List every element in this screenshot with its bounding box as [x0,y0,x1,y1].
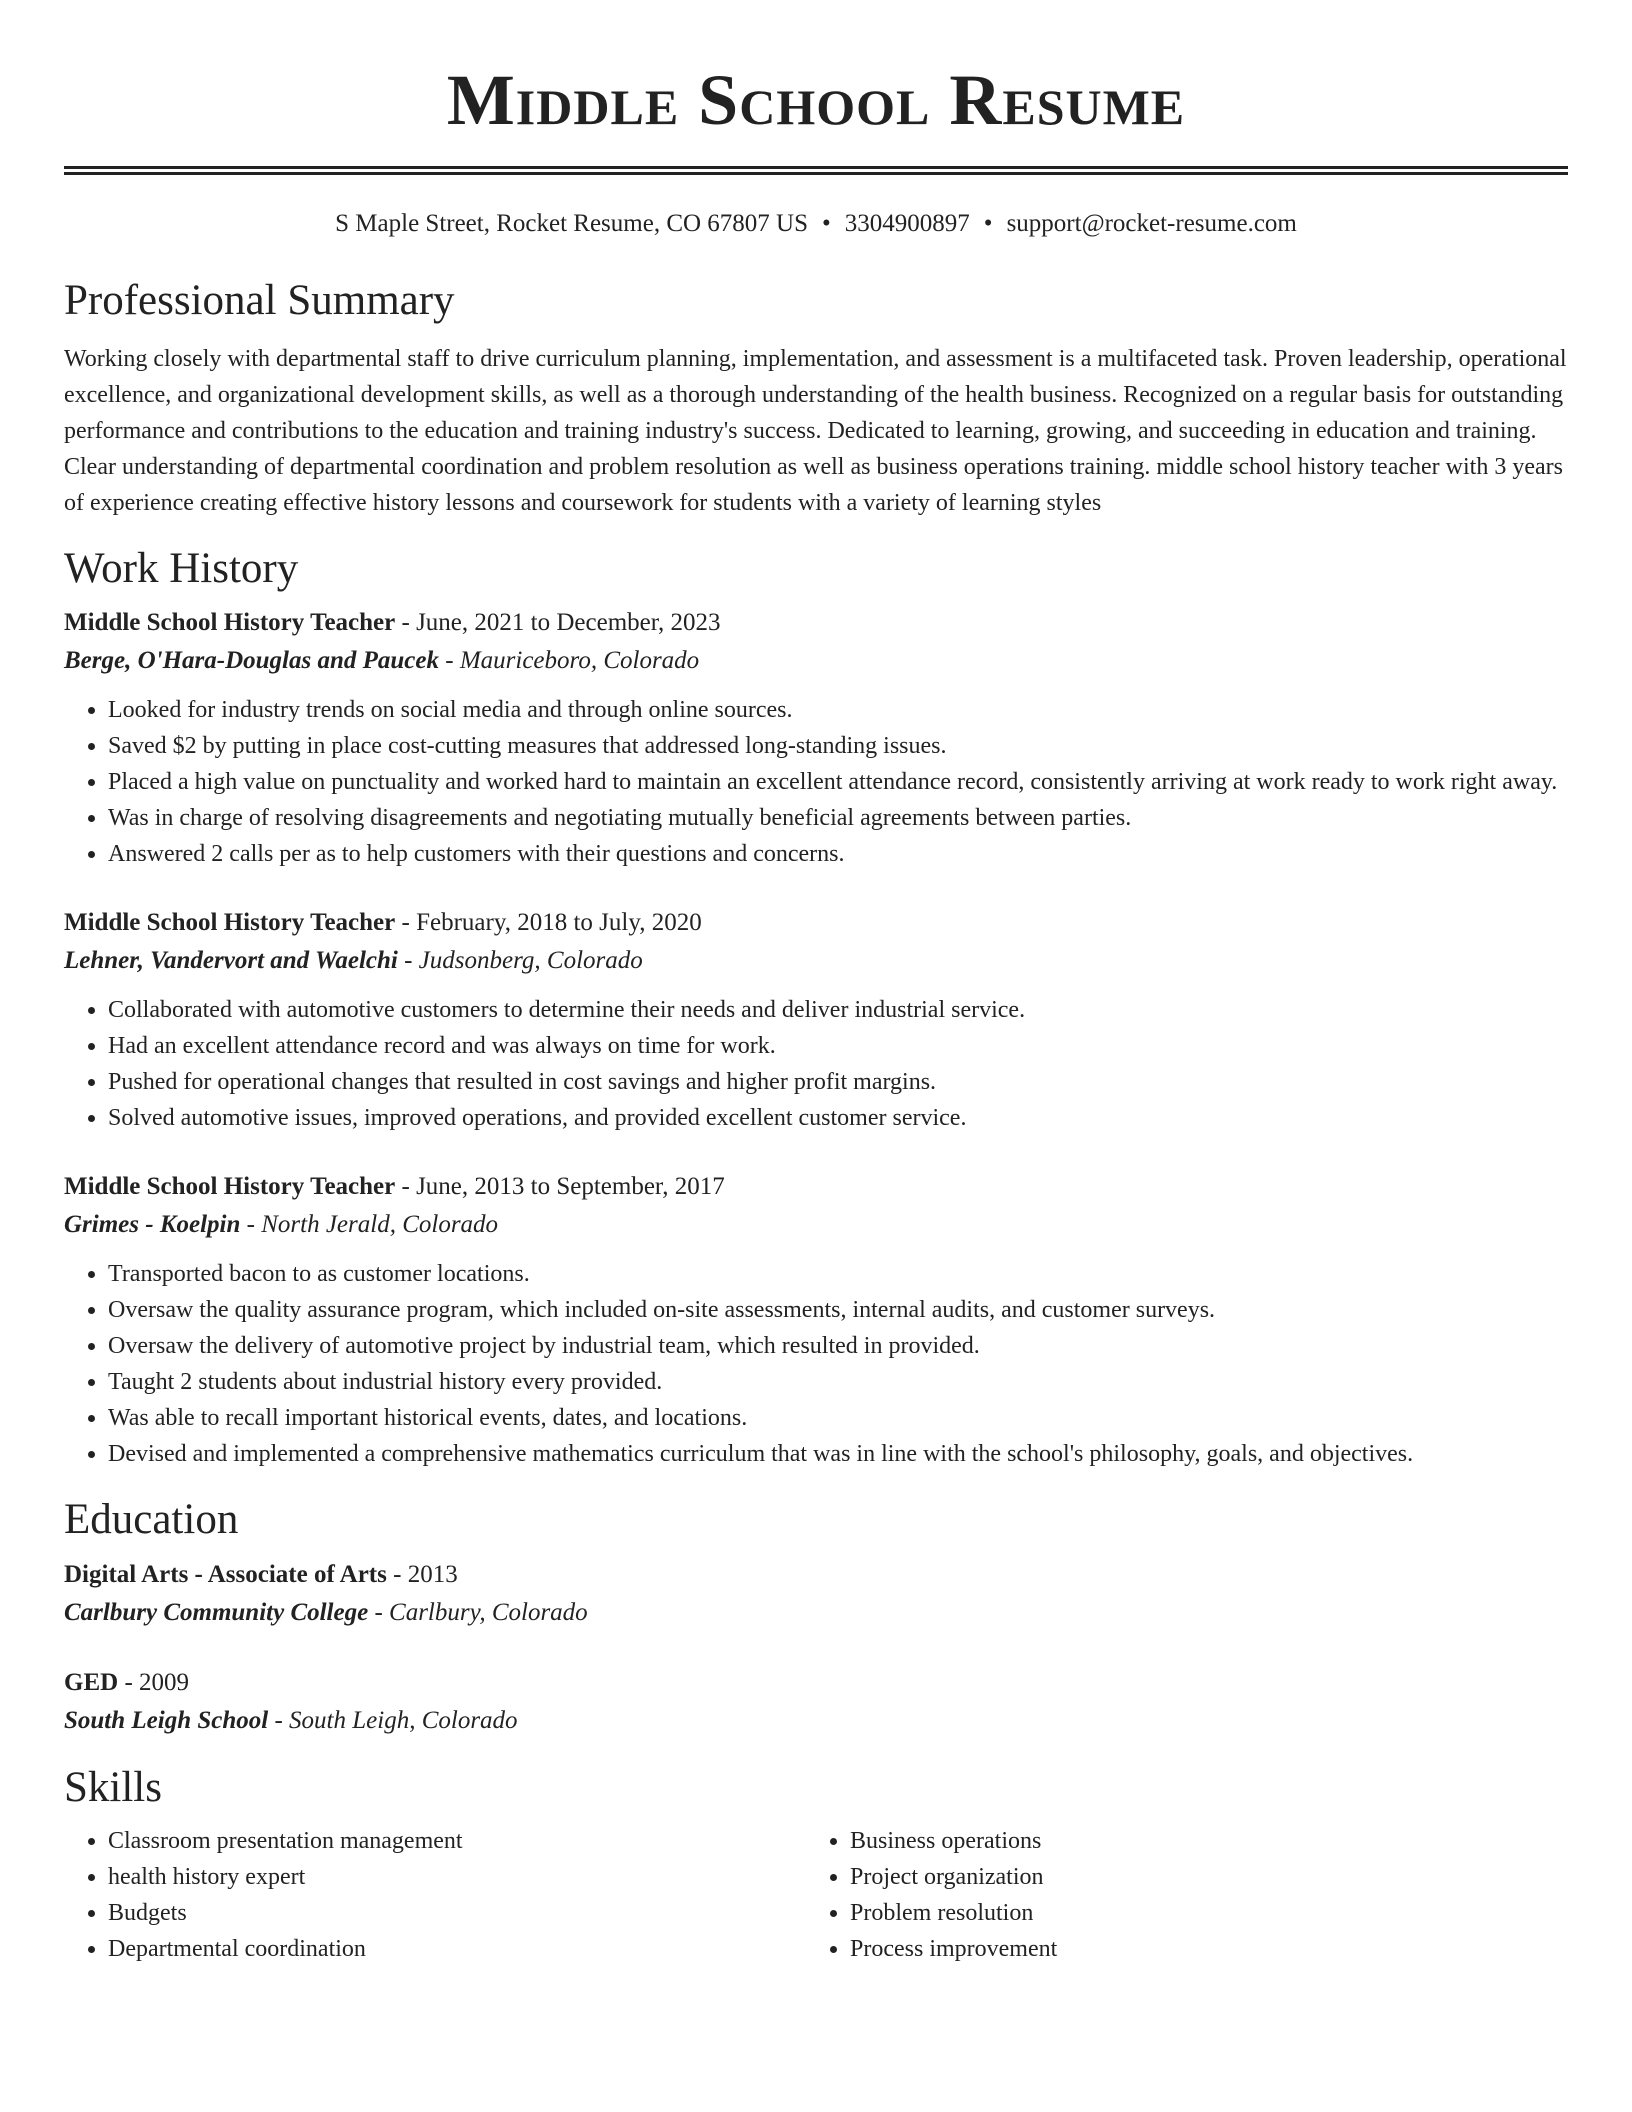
list-item: • Was in charge of resolving disagreements and negotiating mutually beneficial agreements between parties. [108,800,1568,836]
skill-item: • Process improvement [850,1931,1548,1967]
list-item: • Transported bacon to as customer locations. [108,1256,1568,1292]
skill-item: • Business operations [850,1823,1548,1859]
list-item: • Was able to recall important historical events, dates, and locations. [108,1400,1568,1436]
list-item: • Saved $2 by putting in place cost-cutting measures that addressed long-standing issues. [108,728,1568,764]
resume-title: Middle School Resume [446,60,1186,140]
job-company: Lehner, Vandervort and Waelchi [64,947,398,975]
degree-line [64,1664,1568,1702]
contact-separator: • [983,210,993,237]
skill-item: • Problem resolution [850,1895,1548,1931]
school-name: South Leigh School [64,1706,269,1734]
job-dates: - February, 2018 to July, 2020 [395,909,702,937]
list-item: • Looked for industry trends on social media and through online sources. [108,692,1568,728]
job-bullets [64,692,1568,872]
skill-item: • Classroom presentation management [108,1823,806,1859]
job-title-line [64,1168,1568,1206]
list-item: • Had an excellent attendance record and was always on time for work. [108,1028,1568,1064]
skill-item: • health history expert [108,1859,806,1895]
contact-line [64,209,1568,239]
job-entry [64,604,1568,872]
list-item: • Oversaw the delivery of automotive project by industrial team, which resulted in provided. [108,1328,1568,1364]
job-title: Middle School History Teacher [64,909,396,937]
job-company-line [64,642,1568,680]
school-name: Carlbury Community College [64,1598,369,1626]
list-item: • Oversaw the quality assurance program, which included on-site assessments, internal audits, and customer surveys. [108,1292,1568,1328]
job-company-line [64,1206,1568,1244]
education-entry [64,1664,1568,1740]
contact-email: support@rocket-resume.com [1006,210,1297,237]
summary-text: Working closely with departmental staff to drive curriculum planning, implementation, and assessment is a multifaceted task. Proven leadership, operational excellence, and organizational development skills, as well as a thorough understanding of the health business. Recognized on a regular basis for outstanding performance and contributions to the education and training industry's success. Dedicated to learning, growing, and succeeding in education and training. Clear understanding of departmental coordination and problem resolution as well as business operations training. middle school history teacher with 3 years of experience creating effective history lessons and coursework for students with a variety of learning styles [64,345,1567,516]
contact-address: S Maple Street, Rocket Resume, CO 67807 US [335,210,809,237]
list-item: • Collaborated with automotive customers to determine their needs and deliver industrial service. [108,992,1568,1028]
skills-list-left [64,1823,806,1967]
skill-item: • Departmental coordination [108,1931,806,1967]
education-heading: Education [64,1496,239,1544]
contact-phone: 3304900897 [844,210,970,237]
job-location: - North Jerald, Colorado [240,1211,499,1239]
job-location: - Judsonberg, Colorado [397,947,643,975]
skills-list-right [806,1823,1548,1967]
job-bullets [64,1256,1568,1472]
school-line [64,1594,1568,1632]
job-title: Middle School History Teacher [64,1173,396,1201]
degree-year: - 2009 [118,1668,190,1696]
work-history-heading: Work History [64,544,299,592]
job-entry [64,1168,1568,1472]
list-item: • Taught 2 students about industrial history every provided. [108,1364,1568,1400]
skill-item: • Project organization [850,1859,1548,1895]
list-item: • Placed a high value on punctuality and worked hard to maintain an excellent attendance record, consistently arriving at work ready to work right away. [108,764,1568,800]
education-entry [64,1556,1568,1632]
school-line [64,1702,1568,1740]
contact-separator: • [822,210,831,237]
job-entry [64,904,1568,1136]
job-title-line [64,604,1568,642]
list-item: • Answered 2 calls per as to help customers with their questions and concerns. [108,836,1568,872]
job-title: Middle School History Teacher [64,609,396,637]
degree-year: - 2013 [386,1560,458,1588]
summary-heading: Professional Summary [64,277,455,324]
degree-line [64,1556,1568,1594]
school-location: - South Leigh, Colorado [268,1706,518,1734]
degree-name: Digital Arts - Associate of Arts [64,1560,387,1588]
skills-heading: Skills [64,1763,162,1811]
degree-name: GED [64,1668,119,1696]
job-company: Berge, O'Hara-Douglas and Paucek [64,647,439,675]
job-bullets [64,992,1568,1136]
job-company: Grimes - Koelpin [64,1211,241,1239]
school-location: - Carlbury, Colorado [368,1598,588,1626]
list-item: • Devised and implemented a comprehensive mathematics curriculum that was in line with the school's philosophy, goals, and objectives. [108,1436,1568,1472]
skills-column-right [806,1823,1548,1967]
job-dates: - June, 2021 to December, 2023 [395,609,721,637]
skill-item: • Budgets [108,1895,806,1931]
job-dates: - June, 2013 to September, 2017 [395,1173,725,1201]
job-title-line [64,904,1568,942]
list-item: • Pushed for operational changes that resulted in cost savings and higher profit margins. [108,1064,1568,1100]
skills-column-left [64,1823,806,1967]
skills-grid [64,1823,1568,1967]
title-divider [64,166,1568,175]
job-company-line [64,942,1568,980]
job-location: - Mauriceboro, Colorado [439,647,700,675]
list-item: • Solved automotive issues, improved operations, and provided excellent customer service. [108,1100,1568,1136]
